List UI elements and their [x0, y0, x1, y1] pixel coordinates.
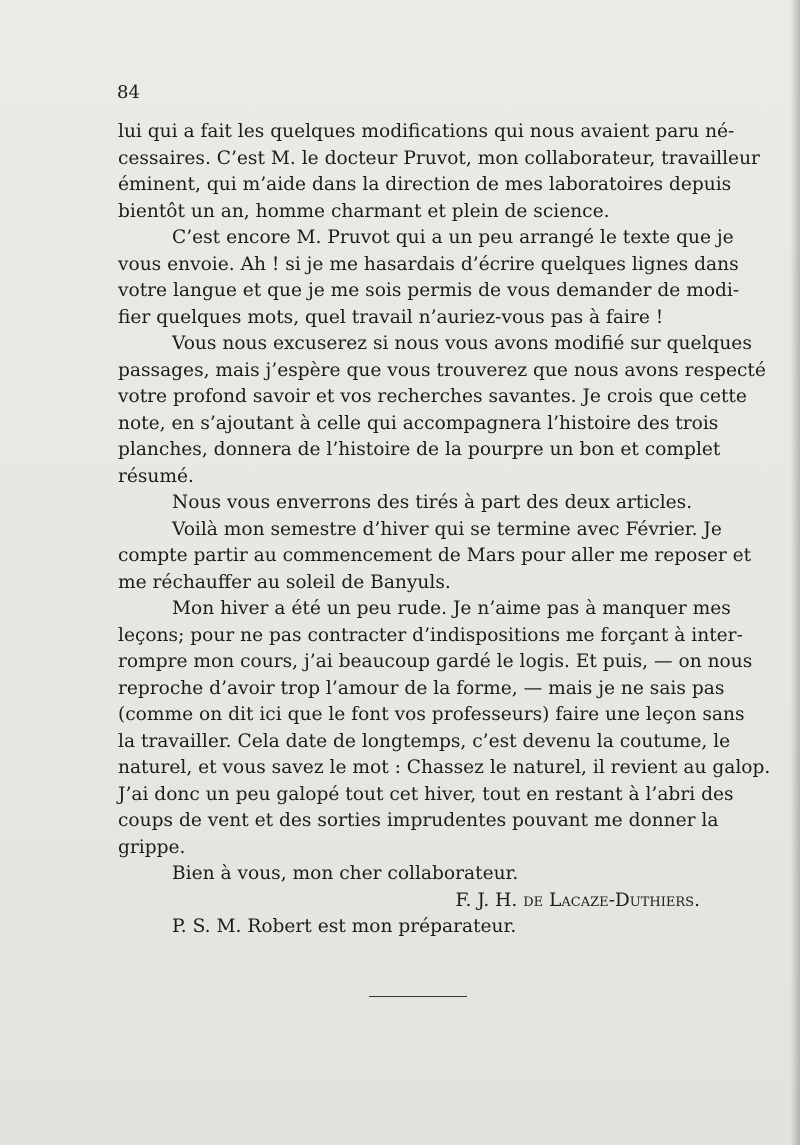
text-line: passages, mais j’espère que vous trouverez que nous avons respecté	[118, 359, 766, 381]
text-line: me réchauffer au soleil de Banyuls.	[118, 571, 451, 593]
text-line: planches, donnera de l’histoire de la pourpre un bon et complet	[118, 439, 721, 460]
text-line: reproche d’avoir trop l’amour de la forme, — mais je ne sais pas	[118, 677, 725, 699]
page-edge-shadow	[790, 0, 800, 1145]
text-line: (comme on dit ici que le font vos professeurs) faire une leçon sans	[118, 704, 745, 725]
text-line: bientôt un an, homme charmant et plein de science.	[118, 200, 610, 222]
text-line: compte partir au commencement de Mars pour aller me reposer et	[118, 545, 752, 566]
text-line: lui qui a fait les quelques modifications qui nous avaient paru né-	[118, 121, 735, 142]
text-line: note, en s’ajoutant à celle qui accompagnera l’histoire des trois	[118, 412, 719, 434]
text-line: rompre mon cours, j’ai beaucoup gardé le logis. Et puis, — on nous	[118, 651, 753, 672]
text-line: J’ai donc un peu galopé tout cet hiver, tout en restant à l’abri des	[118, 783, 734, 805]
text-line: la travailler. Cela date de longtemps, c’est devenu la coutume, le	[118, 730, 731, 752]
text-line: Vous nous excuserez si nous vous avons modifié sur quelques	[172, 333, 752, 354]
page-number: 84	[117, 82, 140, 103]
end-rule	[369, 996, 467, 997]
text-line: grippe.	[118, 836, 186, 858]
postscript: P. S. M. Robert est mon préparateur.	[172, 916, 517, 937]
body-text	[118, 119, 771, 941]
text-line: C’est encore M. Pruvot qui a un peu arrangé le texte que je	[172, 227, 734, 248]
text-line: résumé.	[118, 465, 194, 487]
text-line: vous envoie. Ah ! si je me hasardais d’écrire quelques lignes dans	[118, 253, 739, 275]
text-line: Voilà mon semestre d’hiver qui se termine avec Février. Je	[172, 518, 722, 540]
text-line: éminent, qui m’aide dans la direction de mes laboratoires depuis	[118, 174, 732, 195]
text-line: Mon hiver a été un peu rude. Je n’aime pas à manquer mes	[172, 598, 731, 619]
text-line: votre profond savoir et vos recherches savantes. Je crois que cette	[118, 386, 747, 407]
text-line: leçons; pour ne pas contracter d’indispositions me forçant à inter-	[118, 624, 743, 646]
text-line: votre langue et que je me sois permis de vous demander de modi-	[118, 280, 740, 301]
text-line: Nous vous enverrons des tirés à part des deux articles.	[172, 492, 693, 513]
text-line: fier quelques mots, quel travail n’auriez-vous pas à faire !	[118, 306, 664, 328]
signature: F. J. H. de Lacaze-Duthiers.	[455, 889, 700, 911]
text-line: Bien à vous, mon cher collaborateur.	[172, 863, 519, 884]
text-line: coups de vent et des sorties imprudentes pouvant me donner la	[118, 810, 719, 831]
text-line: naturel, et vous savez le mot : Chassez le naturel, il revient au galop.	[118, 757, 771, 778]
text-line: cessaires. C’est M. le docteur Pruvot, mon collaborateur, travailleur	[118, 147, 760, 169]
